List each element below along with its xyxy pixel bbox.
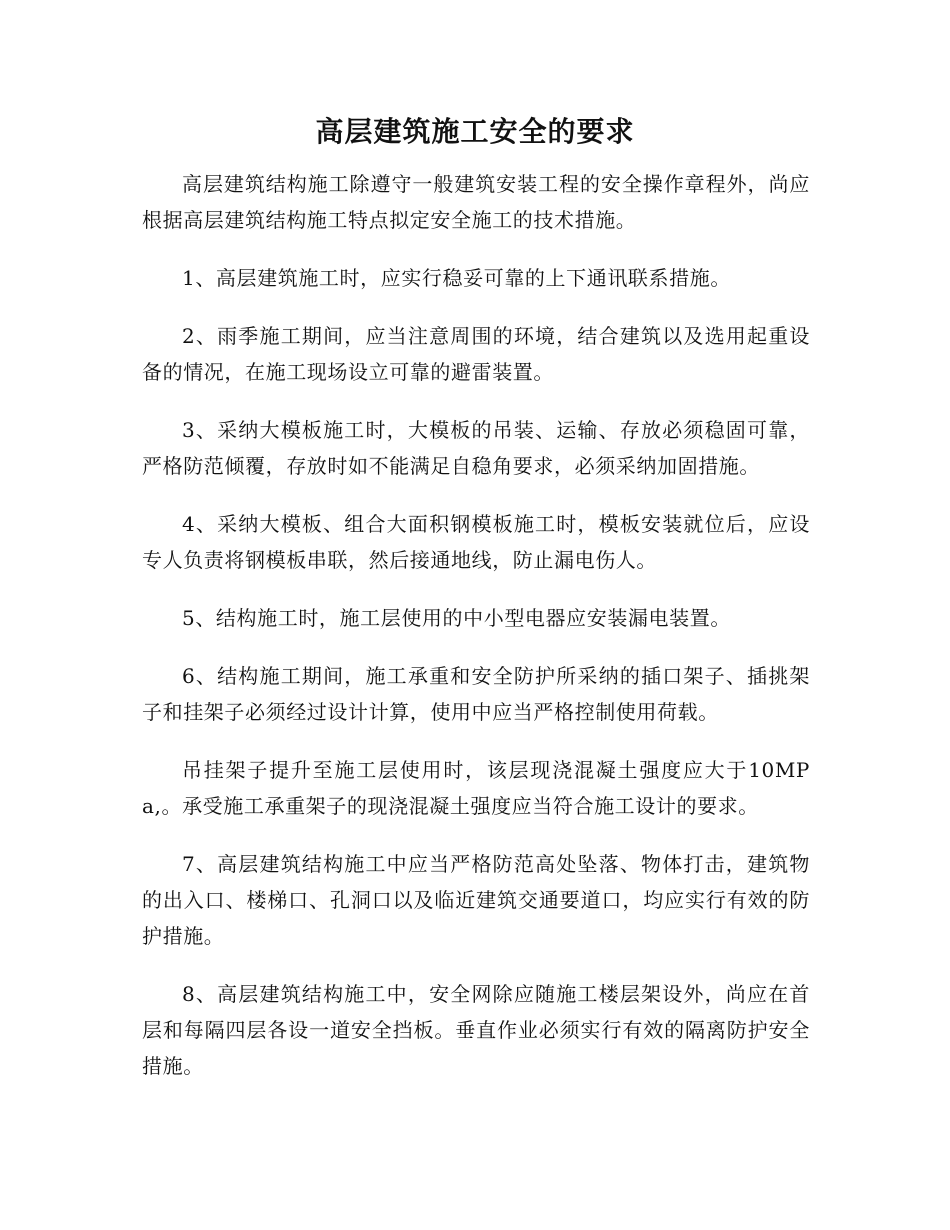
- paragraph-item-2: 2、雨季施工期间，应当注意周围的环境，结合建筑以及选用起重设备的情况，在施工现场设立可靠的避雷装置。: [142, 324, 810, 384]
- paragraph-item-6-note: 吊挂架子提升至施工层使用时，该层现浇混凝土强度应大于10MPa,。承受施工承重架子的现浇混凝土强度应当符合施工设计的要求。: [142, 758, 810, 818]
- paragraph-item-7: 7、高层建筑结构施工中应当严格防范高处坠落、物体打击，建筑物的出入口、楼梯口、孔洞口以及临近建筑交通要道口，均应实行有效的防护措施。: [142, 852, 810, 948]
- paragraph-item-3: 3、采纳大模板施工时，大模板的吊装、运输、存放必须稳固可靠，严格防范倾覆，存放时如不能满足自稳角要求，必须采纳加固措施。: [142, 418, 810, 478]
- document-body: [142, 166, 810, 1106]
- paragraph-item-5: 5、结构施工时，施工层使用的中小型电器应安装漏电装置。: [182, 606, 731, 630]
- paragraph-item-8: 8、高层建筑结构施工中，安全网除应随施工楼层架设外，尚应在首层和每隔四层各设一道安全挡板。垂直作业必须实行有效的隔离防护安全措施。: [142, 982, 810, 1078]
- document-title: 高层建筑施工安全的要求: [315, 115, 635, 148]
- paragraph-item-1: 1、高层建筑施工时，应实行稳妥可靠的上下通讯联系措施。: [182, 266, 731, 290]
- paragraph-intro: 高层建筑结构施工除遵守一般建筑安装工程的安全操作章程外，尚应根据高层建筑结构施工特点拟定安全施工的技术措施。: [142, 172, 810, 232]
- paragraph-item-4: 4、采纳大模板、组合大面积钢模板施工时，模板安装就位后，应设专人负责将钢模板串联，然后接通地线，防止漏电伤人。: [142, 512, 810, 572]
- paragraph-item-6: 6、结构施工期间，施工承重和安全防护所采纳的插口架子、插挑架子和挂架子必须经过设计计算，使用中应当严格控制使用荷载。: [142, 664, 810, 724]
